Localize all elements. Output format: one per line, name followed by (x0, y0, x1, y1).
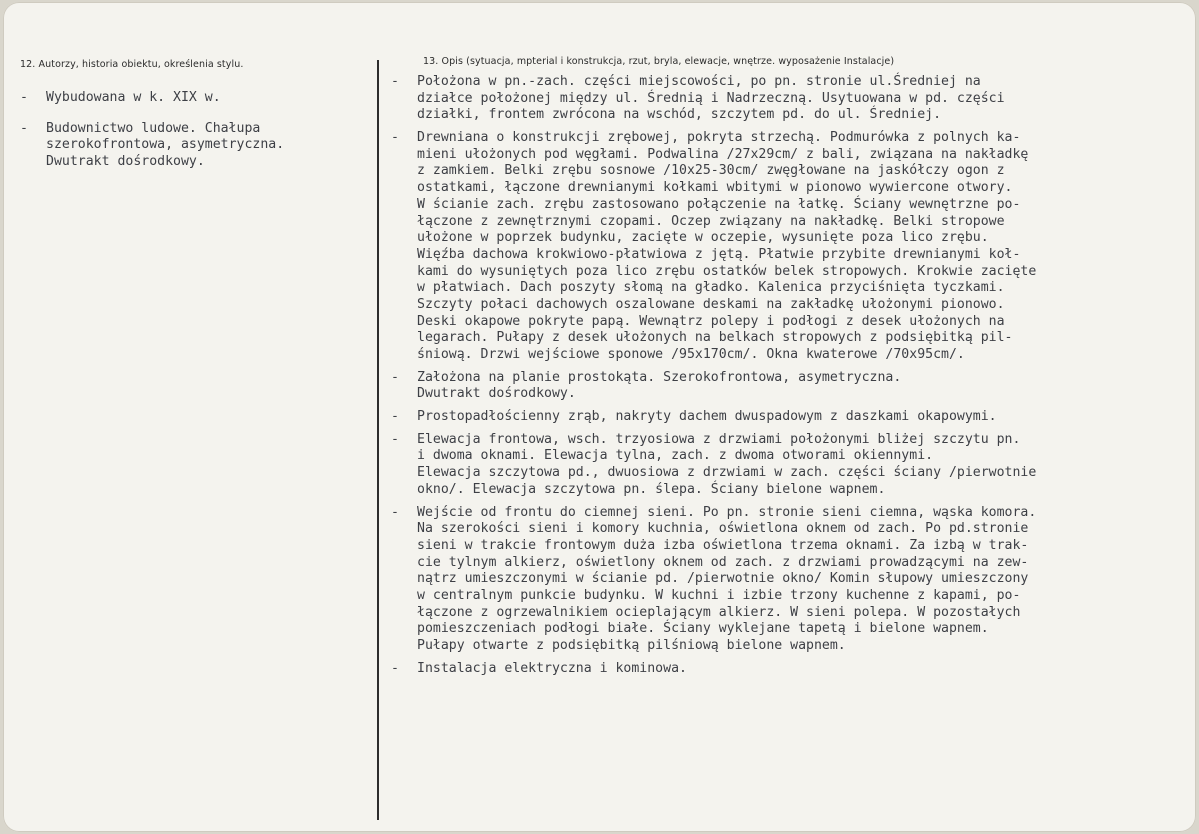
right-entry (391, 130, 1191, 364)
typed-line: w płatwiach. Dach poszyty słomą na gładko. Kalenica przyciśnięta tyczkami. (417, 280, 1005, 296)
inventory-card (3, 2, 1196, 832)
typed-line: Elewacja frontowa, wsch. trzyosiowa z drzwiami położonymi bliżej szczytu pn. (417, 431, 1021, 447)
typed-line: cie tylnym alkierz, oświetlony oknem od zach. z drzwiami prowadzącymi na zew- (417, 554, 1029, 570)
typed-line: okno/. Elewacja szczytowa pn. ślepa. Ściany bielone wapnem. (417, 481, 886, 497)
typed-line: Szczyty połaci dachowych oszalowane deskami na zakładkę ułożonymi pionowo. (417, 296, 1005, 312)
right-entry (391, 661, 1191, 678)
typed-line: Położona w pn.-zach. części miejscowości, po pn. stronie ul.Średniej na (417, 74, 981, 89)
typed-line: mieni ułożonych pod węgłami. Podwalina /27x29cm/ z bali, związana na nakładkę (417, 146, 1029, 162)
typed-line: pomieszczeniach podłogi białe. Ściany wyklejane tapetą i bielone wapnem. (417, 621, 989, 637)
typed-line: Elewacja szczytowa pd., dwuosiowa z drzwiami w zach. części ściany /pierwotnie (417, 465, 1037, 481)
list-dash: - (391, 74, 399, 89)
left-entry (20, 90, 370, 107)
typed-line: Wejście od frontu do ciemnej sieni. Po pn. stronie sieni ciemna, wąska komora. (417, 504, 1037, 520)
right-entry-text (417, 130, 1036, 364)
typed-line: nątrz umieszczonymi w ścianie pd. /pierwotnie okno/ Komin słupowy umieszczony (417, 571, 1029, 587)
typed-line: śniową. Drzwi wejściowe sponowe /95x170cm/. Okna kwaterowe /70x95cm/. (417, 347, 965, 362)
typed-line: Deski okapowe pokryte papą. Wewnątrz polepy i podłogi z desek ułożonych na (417, 313, 1005, 329)
typed-line: Założona na planie prostokąta. Szerokofrontowa, asymetryczna. (417, 369, 902, 385)
right-column (391, 74, 1191, 683)
right-column-heading: 13. Opis (sytuacja, mpterial i konstrukcja, rzut, bryla, elewacje, wnętrze. wyposażenie Instalacje) (423, 56, 895, 67)
typed-line: Na szerokości sieni i komory kuchnia, oświetlona oknem od zach. Po pd.stronie (417, 521, 1029, 537)
typed-line: i dwoma oknami. Elewacja tylna, zach. z dwoma otworami okiennymi. (417, 448, 934, 464)
typed-line: legarach. Pułapy z desek ułożonych na belkach stropowych z podsiębitką pil- (417, 330, 1013, 346)
list-dash: - (391, 431, 399, 447)
list-dash: - (391, 504, 399, 520)
typed-line: w centralnym punkcie budynku. W kuchni i izbie trzony kuchenne z kapami, po- (417, 587, 1021, 603)
right-entry-text (417, 505, 1036, 655)
right-entry-text (417, 74, 1005, 124)
right-entry (391, 409, 1191, 426)
typed-line: ostatkami, łączone drewnianymi kołkami wbitymi w pionowo wywiercone otwory. (417, 180, 1013, 196)
left-entry-text (46, 90, 221, 107)
list-dash: - (391, 409, 399, 425)
typed-line: Dwutrakt dośrodkowy. (417, 386, 576, 402)
typed-line: Prostopadłościenny zrąb, nakryty dachem dwuspadowym z daszkami okapowymi. (417, 409, 997, 425)
column-divider (377, 60, 379, 820)
typed-line: W ścianie zach. zrębu zastosowano połączenie na łatkę. Ściany wewnętrzne po- (417, 196, 1021, 212)
typed-line: Instalacja elektryczna i kominowa. (417, 660, 687, 676)
right-entry-text (417, 409, 997, 426)
typed-line: Wybudowana w k. XIX w. (46, 90, 221, 105)
list-dash: - (391, 130, 399, 146)
typed-line: Drewniana o konstrukcji zrębowej, pokryta strzechą. Podmurówka z polnych ka- (417, 130, 1021, 146)
right-entry (391, 432, 1191, 499)
typed-line: Dwutrakt dośrodkowy. (46, 154, 205, 170)
left-entry-text (46, 121, 284, 171)
list-dash: - (391, 660, 399, 676)
typed-line: z zamkiem. Belki zrębu sosnowe /10x25-30cm/ zwęgłowane na jaskółczy ogon z (417, 163, 1005, 179)
typed-line: łączone z ogrzewalnikiem ocieplającym alkierz. W sieni polepa. W pozostałych (417, 604, 1021, 620)
typed-line: działki, frontem zwrócona na wschód, szczytem pd. do ul. Średniej. (417, 107, 942, 123)
right-entry (391, 505, 1191, 655)
list-dash: - (391, 369, 399, 385)
list-dash: - (20, 120, 28, 136)
typed-line: sieni w trakcie frontowym duża izba oświetlona trzema oknami. Za izbą w trak- (417, 537, 1029, 553)
left-entry (20, 121, 370, 171)
left-column-heading: 12. Autorzy, historia obiektu, określenia stylu. (20, 59, 244, 70)
typed-line: Więźba dachowa krokwiowo-płatwiowa z jętą. Płatwie przybite drewnianymi koł- (417, 246, 1021, 262)
right-entry-text (417, 661, 687, 678)
left-column (20, 90, 370, 185)
typed-line: działce położonej między ul. Średnią i Nadrzeczną. Usytuowana w pd. części (417, 90, 1005, 106)
typed-line: Budownictwo ludowe. Chałupa (46, 120, 261, 136)
right-entry-text (417, 370, 901, 403)
typed-line: Pułapy otwarte z podsiębitką pilśniową bielone wapnem. (417, 638, 846, 654)
right-entry-text (417, 432, 1036, 499)
right-entry (391, 370, 1191, 403)
typed-line: łączone z zewnętrznymi czopami. Oczep związany na nakładkę. Belki stropowe (417, 213, 1005, 229)
typed-line: szerokofrontowa, asymetryczna. (46, 137, 285, 153)
typed-line: kami do wysuniętych poza lico zrębu ostatków belek stropowych. Krokwie zacięte (417, 263, 1037, 279)
right-entry (391, 74, 1191, 124)
list-dash: - (20, 90, 28, 105)
typed-line: ułożone w poprzek budynku, zacięte w oczepie, wysunięte poza lico zrębu. (417, 230, 989, 246)
